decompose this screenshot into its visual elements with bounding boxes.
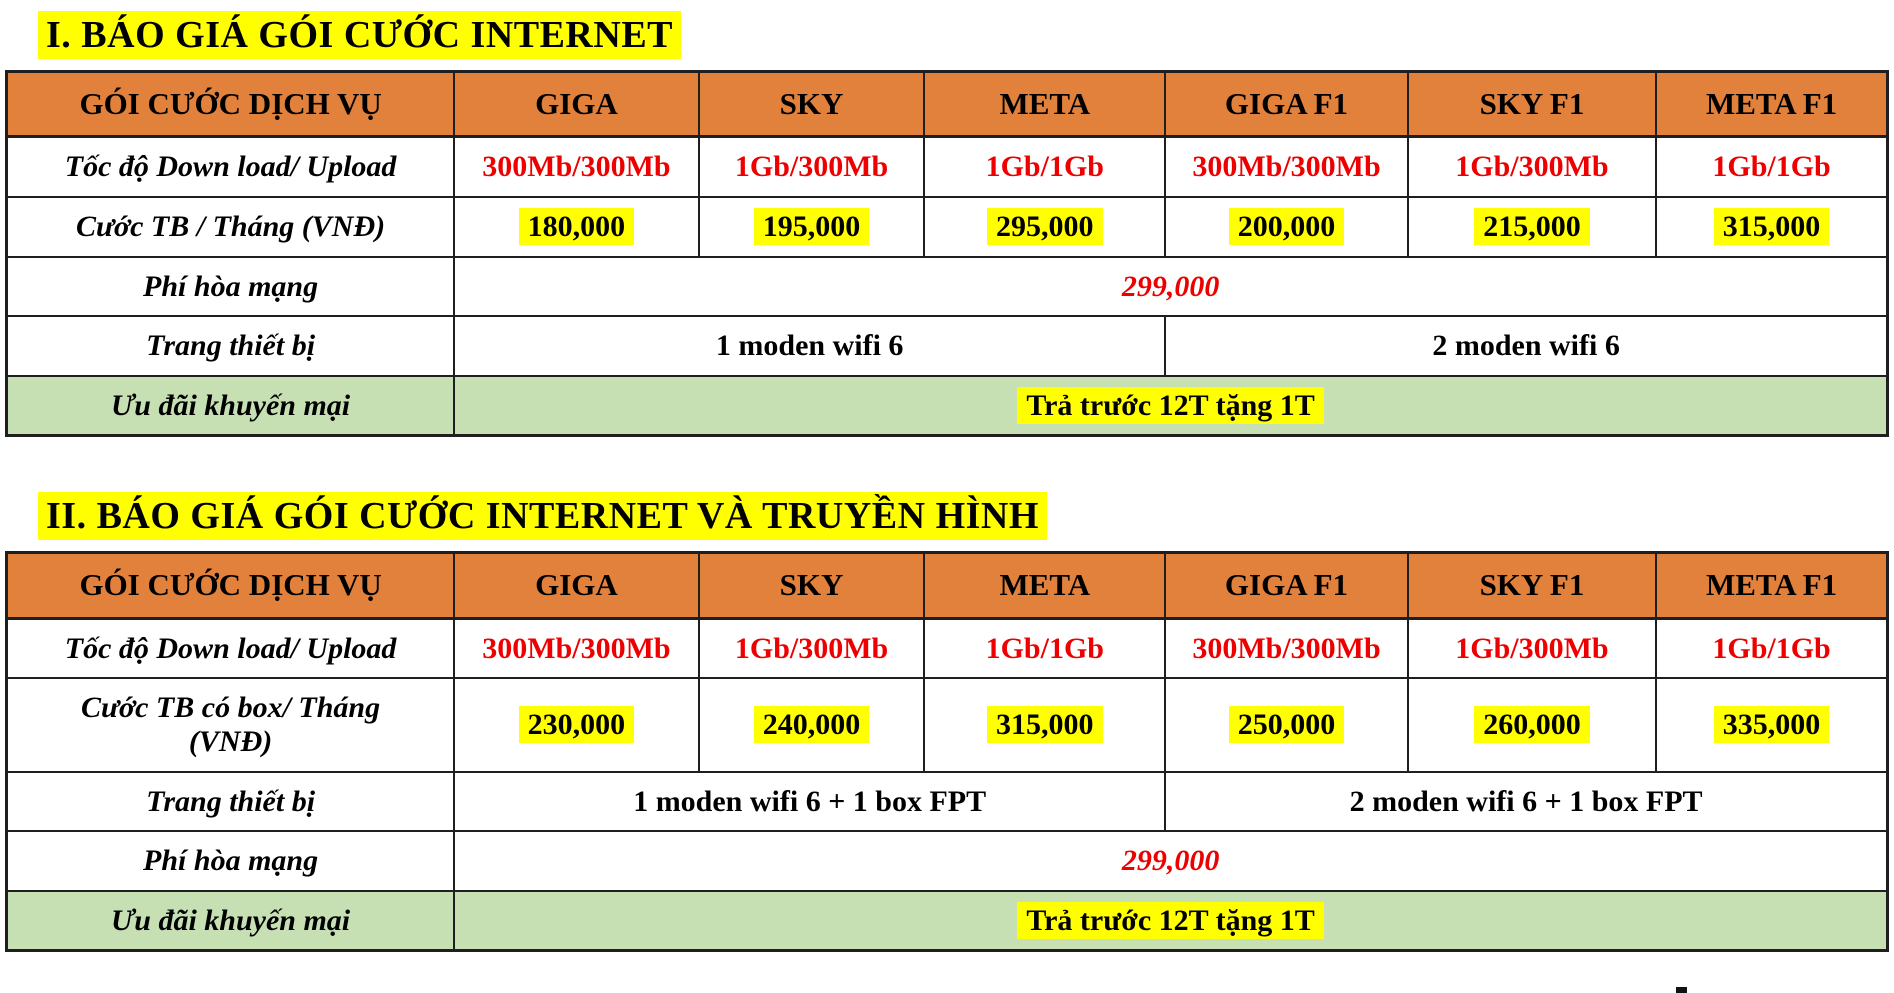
- cutoff-text-fragment: [1676, 987, 1687, 993]
- t1-price-sky-value: 195,000: [754, 208, 870, 245]
- t2-equipment-label: Trang thiết bị: [7, 772, 455, 832]
- t2-price-meta-f1-value: 335,000: [1714, 706, 1830, 743]
- t1-equipment-right: 2 moden wifi 6: [1165, 316, 1887, 376]
- t1-col-header-meta-f1: META F1: [1656, 71, 1887, 137]
- t2-setup-fee-row: [7, 831, 1888, 891]
- t1-equipment-left: 1 moden wifi 6: [454, 316, 1165, 376]
- t1-price-sky: [699, 197, 925, 257]
- t1-speed-sky: 1Gb/300Mb: [699, 137, 925, 197]
- t2-promo-row: [7, 891, 1888, 951]
- t2-price-sky: [699, 678, 925, 771]
- t2-promo-label: Ưu đãi khuyến mại: [7, 891, 455, 951]
- t2-speed-sky: 1Gb/300Mb: [699, 618, 925, 678]
- t2-setup-fee-value: 299,000: [454, 831, 1887, 891]
- t2-price-row: [7, 678, 1888, 771]
- t2-speed-giga: 300Mb/300Mb: [454, 618, 699, 678]
- t1-price-label: Cước TB / Tháng (VNĐ): [7, 197, 455, 257]
- t2-promo-cell: [454, 891, 1887, 951]
- t2-price-label-text: Cước TB có box/ Tháng (VNĐ): [81, 691, 381, 758]
- t2-price-giga-value: 230,000: [519, 706, 635, 743]
- t1-price-meta-value: 295,000: [987, 208, 1103, 245]
- t1-col-header-giga: GIGA: [454, 71, 699, 137]
- t2-speed-giga-f1: 300Mb/300Mb: [1165, 618, 1408, 678]
- t2-setup-fee-label: Phí hòa mạng: [7, 831, 455, 891]
- t2-col-header-service: GÓI CƯỚC DỊCH VỤ: [7, 553, 455, 619]
- t1-promo-label: Ưu đãi khuyến mại: [7, 376, 455, 436]
- t1-price-giga-f1-value: 200,000: [1229, 208, 1345, 245]
- t2-header-row: [7, 553, 1888, 619]
- t1-promo-cell: [454, 376, 1887, 436]
- t1-setup-fee-value: 299,000: [454, 257, 1887, 317]
- t1-price-meta-f1: [1656, 197, 1887, 257]
- t2-price-sky-f1-value: 260,000: [1474, 706, 1590, 743]
- t2-col-header-sky: SKY: [699, 553, 925, 619]
- t1-price-giga-f1: [1165, 197, 1408, 257]
- t2-col-header-meta-f1: META F1: [1656, 553, 1887, 619]
- section-gap: [0, 437, 1894, 481]
- t1-speed-label: Tốc độ Down load/ Upload: [7, 137, 455, 197]
- t1-price-meta: [924, 197, 1165, 257]
- t2-price-sky-value: 240,000: [754, 706, 870, 743]
- internet-tv-price-table: [5, 551, 1889, 952]
- t1-col-header-service: GÓI CƯỚC DỊCH VỤ: [7, 71, 455, 137]
- t1-col-header-sky-f1: SKY F1: [1408, 71, 1656, 137]
- t2-col-header-meta: META: [924, 553, 1165, 619]
- t2-price-meta-value: 315,000: [987, 706, 1103, 743]
- t1-price-sky-f1: [1408, 197, 1656, 257]
- t2-price-meta: [924, 678, 1165, 771]
- t2-equipment-left: 1 moden wifi 6 + 1 box FPT: [454, 772, 1165, 832]
- t2-speed-label: Tốc độ Down load/ Upload: [7, 618, 455, 678]
- t2-speed-sky-f1: 1Gb/300Mb: [1408, 618, 1656, 678]
- t1-col-header-sky: SKY: [699, 71, 925, 137]
- t1-col-header-meta: META: [924, 71, 1165, 137]
- t1-setup-fee-label: Phí hòa mạng: [7, 257, 455, 317]
- t2-col-header-giga-f1: GIGA F1: [1165, 553, 1408, 619]
- t2-price-giga-f1: [1165, 678, 1408, 771]
- section2-title: [38, 495, 1894, 539]
- t1-speed-sky-f1: 1Gb/300Mb: [1408, 137, 1656, 197]
- internet-price-table: [5, 70, 1889, 438]
- t2-price-giga-f1-value: 250,000: [1229, 706, 1345, 743]
- t1-price-giga-value: 180,000: [519, 208, 635, 245]
- t1-price-sky-f1-value: 215,000: [1474, 208, 1590, 245]
- t1-header-row: [7, 71, 1888, 137]
- t2-speed-row: [7, 618, 1888, 678]
- t2-col-header-sky-f1: SKY F1: [1408, 553, 1656, 619]
- t1-speed-giga: 300Mb/300Mb: [454, 137, 699, 197]
- t2-speed-meta: 1Gb/1Gb: [924, 618, 1165, 678]
- t2-price-sky-f1: [1408, 678, 1656, 771]
- section1-title-highlight: I. BÁO GIÁ GÓI CƯỚC INTERNET: [38, 11, 681, 59]
- t2-price-label: [7, 678, 455, 771]
- t1-equipment-label: Trang thiết bị: [7, 316, 455, 376]
- t1-speed-meta: 1Gb/1Gb: [924, 137, 1165, 197]
- t1-col-header-giga-f1: GIGA F1: [1165, 71, 1408, 137]
- section1-title: [38, 14, 1894, 58]
- t2-price-giga: [454, 678, 699, 771]
- t2-equipment-row: [7, 772, 1888, 832]
- t1-price-row: [7, 197, 1888, 257]
- t1-equipment-row: [7, 316, 1888, 376]
- t1-price-meta-f1-value: 315,000: [1714, 208, 1830, 245]
- t2-promo-value: Trả trước 12T tặng 1T: [1017, 902, 1324, 939]
- t2-speed-meta-f1: 1Gb/1Gb: [1656, 618, 1887, 678]
- section2-title-highlight: II. BÁO GIÁ GÓI CƯỚC INTERNET VÀ TRUYỀN HÌNH: [38, 492, 1047, 540]
- t2-col-header-giga: GIGA: [454, 553, 699, 619]
- t1-price-giga: [454, 197, 699, 257]
- t2-price-meta-f1: [1656, 678, 1887, 771]
- t1-promo-value: Trả trước 12T tặng 1T: [1017, 387, 1324, 424]
- t1-speed-row: [7, 137, 1888, 197]
- t1-speed-giga-f1: 300Mb/300Mb: [1165, 137, 1408, 197]
- t2-equipment-right: 2 moden wifi 6 + 1 box FPT: [1165, 772, 1887, 832]
- t1-speed-meta-f1: 1Gb/1Gb: [1656, 137, 1887, 197]
- t1-promo-row: [7, 376, 1888, 436]
- t1-setup-fee-row: [7, 257, 1888, 317]
